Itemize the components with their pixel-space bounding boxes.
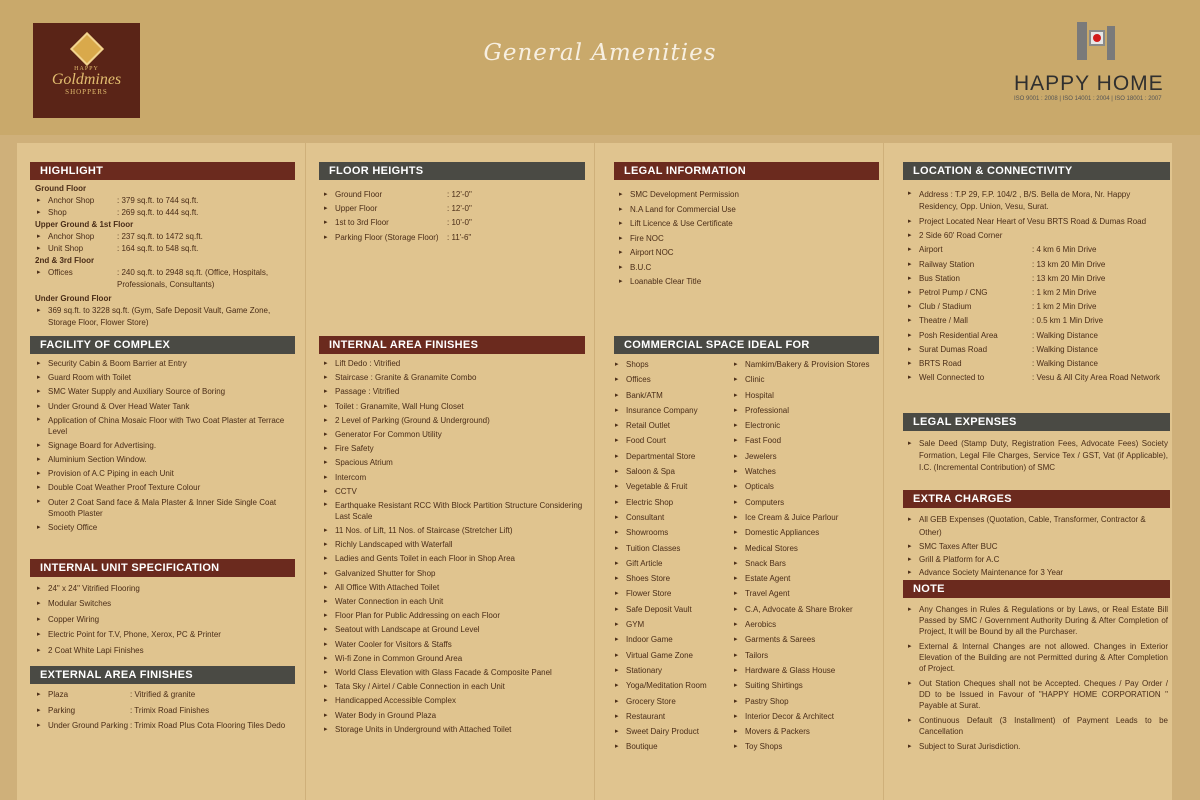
list-item: ▸ Water Cooler for Visitors & Staffs <box>322 638 587 652</box>
list-item: ▸ Toy Shops <box>732 739 882 754</box>
row-key: ▸ Airport <box>919 245 943 255</box>
list-item: ▸ Passage : Vitrified <box>322 385 587 399</box>
list-item: ▸ Showrooms <box>613 525 732 540</box>
internal-unit-list <box>35 581 297 658</box>
list-item: ▸ Seatout with Landscape at Ground Level <box>322 623 587 637</box>
list-item: ▸ GYM <box>613 617 732 632</box>
highlight-key: ▸ Anchor Shop <box>48 232 95 241</box>
list-item: ▸ Departmental Store <box>613 449 732 464</box>
commercial-left-column <box>613 357 732 755</box>
list-item: ▸ Snack Bars <box>732 556 882 571</box>
list-item: ▸ Suiting Shirtings <box>732 678 882 693</box>
list-item: ▸ Aluminium Section Window. <box>35 453 297 467</box>
location-row <box>906 243 1168 257</box>
list-item: ▸ Tata Sky / Airtel / Cable Connection in each Unit <box>322 680 587 694</box>
list-item: ▸ Airport NOC <box>617 246 879 261</box>
list-item: ▸ Indoor Game <box>613 632 732 647</box>
row-value: : Walking Distance <box>1032 359 1098 369</box>
list-item: ▸ Under Ground & Over Head Water Tank <box>35 400 297 414</box>
list-item: ▸ Ice Cream & Juice Parlour <box>732 510 882 525</box>
highlight-key: ▸ Anchor Shop <box>48 196 95 205</box>
external-heading: EXTERNAL AREA FINISHES <box>30 666 295 684</box>
list-item: ▸ Electric Point for T.V, Phone, Xerox, PC & Printer <box>35 627 297 642</box>
row-value: : 13 km 20 Min Drive <box>1032 259 1106 269</box>
row-value: : 10'-0" <box>447 218 472 228</box>
list-item: ▸ Water Body in Ground Plaza <box>322 709 587 723</box>
list-item: ▸ Copper Wiring <box>35 612 297 627</box>
list-item: ▸ Project Located Near Heart of Vesu BRTS Road & Dumas Road <box>906 215 1168 229</box>
list-item: ▸ Lift Licence & Use Certificate <box>617 217 879 232</box>
commercial-right-column <box>732 357 882 755</box>
goldmines-logo <box>33 23 140 118</box>
list-item: ▸ Watches <box>732 464 882 479</box>
list-item: ▸ Toilet : Granamite, Wall Hung Closet <box>322 400 587 414</box>
logo-left-line3: SHOPPERS <box>65 88 108 96</box>
list-item: ▸ Retail Outlet <box>613 418 732 433</box>
highlight-item: ▸ 369 sq.ft. to 3228 sq.ft. (Gym, Safe Deposit Vault, Game Zone, Storage Floor, Flower Store) <box>35 305 297 329</box>
list-item: ▸ Fire NOC <box>617 232 879 247</box>
list-item: ▸ SMC Taxes After BUC <box>906 540 1170 553</box>
list-item: ▸ Jewelers <box>732 449 882 464</box>
list-item: ▸ Hardware & Glass House <box>732 663 882 678</box>
row-key: ▸ Bus Station <box>919 273 960 283</box>
facility-list <box>35 357 297 535</box>
list-item: ▸ Professional <box>732 403 882 418</box>
list-item: ▸ Stationary <box>613 663 732 678</box>
list-item: ▸ Society Office <box>35 521 297 535</box>
list-item: ▸ Clinic <box>732 372 882 387</box>
location-row <box>906 371 1168 385</box>
legal-info-heading: LEGAL INFORMATION <box>614 162 879 180</box>
list-item: ▸ Shops <box>613 357 732 372</box>
list-item: ▸ Staircase : Granite & Granamite Combo <box>322 371 587 385</box>
list-item: ▸ Spacious Atrium <box>322 456 587 470</box>
row-value: : 4 km 6 Min Drive <box>1032 245 1097 255</box>
facility-heading: FACILITY OF COMPLEX <box>30 336 295 354</box>
column-3 <box>595 143 883 800</box>
list-item: ▸ Storage Units in Underground with Attached Toilet <box>322 723 587 737</box>
list-item: ▸ Generator For Common Utility <box>322 428 587 442</box>
highlight-value: : 164 sq.ft. to 548 sq.ft. <box>117 244 199 253</box>
highlight-content <box>35 183 297 329</box>
row-value: : Walking Distance <box>1032 344 1098 354</box>
row-key: ▸ Plaza <box>48 690 69 699</box>
list-item: ▸ Tuition Classes <box>613 541 732 556</box>
legal-expenses-heading: LEGAL EXPENSES <box>903 413 1170 431</box>
floor-heights-list <box>322 188 584 245</box>
list-item: ▸ World Class Elevation with Glass Facade & Composite Panel <box>322 666 587 680</box>
list-item: ▸ Wi-fi Zone in Common Ground Area <box>322 652 587 666</box>
internal-unit-heading: INTERNAL UNIT SPECIFICATION <box>30 559 295 577</box>
location-row <box>906 314 1168 328</box>
list-item: ▸ Signage Board for Advertising. <box>35 439 297 453</box>
commercial-list <box>613 357 883 755</box>
list-item: ▸ C.A, Advocate & Share Broker <box>732 602 882 617</box>
list-item: ▸ Shoes Store <box>613 571 732 586</box>
list-item: ▸ Yoga/Meditation Room <box>613 678 732 693</box>
location-heading: LOCATION & CONNECTIVITY <box>903 162 1170 180</box>
row-key: ▸ Club / Stadium <box>919 302 972 312</box>
list-item: ▸ Security Cabin & Boom Barrier at Entry <box>35 357 297 371</box>
list-item: ▸ All GEB Expenses (Quotation, Cable, Transformer, Contractor & Other) <box>906 513 1170 540</box>
logo-left-line1: HAPPY <box>74 66 99 72</box>
list-item: ▸ Sweet Dairy Product <box>613 724 732 739</box>
list-item: ▸ Estate Agent <box>732 571 882 586</box>
list-item: ▸ Sale Deed (Stamp Duty, Registration Fees, Advocate Fees) Society Formation, Legal File Charges, Service Tex / GST, Vat (if Applicable), I.C. (Incremental Contribution) of SMC <box>906 438 1168 474</box>
list-item: ▸ Pastry Shop <box>732 694 882 709</box>
happy-home-logo <box>1012 22 1182 112</box>
list-item: ▸ Subject to Surat Jurisdiction. <box>906 741 1168 752</box>
list-item: ▸ Electronic <box>732 418 882 433</box>
highlight-key: ▸ Unit Shop <box>48 244 84 253</box>
highlight-key: ▸ Offices <box>48 268 73 277</box>
highlight-group: Upper Ground & 1st Floor <box>35 220 134 229</box>
list-item: ▸ Out Station Cheques shall not be Accepted. Cheques / Pay Order / DD to be Issued in Favour of "HAPPY HOME CORPORATION " Payable at Surat. <box>906 678 1168 711</box>
list-item: ▸ Richly Landscaped with Waterfall <box>322 538 587 552</box>
list-item: ▸ Gift Article <box>613 556 732 571</box>
list-item: ▸ Double Coat Weather Proof Texture Colour <box>35 481 297 495</box>
note-list <box>906 604 1168 752</box>
location-rows <box>906 243 1168 385</box>
list-item: ▸ B.U.C <box>617 261 879 276</box>
row-value: : Trimix Road Plus Cota Flooring Tiles Dedo <box>130 721 286 730</box>
row-value: : 11'-6" <box>447 232 472 242</box>
row-key: ▸ Parking Floor (Storage Floor) <box>335 232 439 242</box>
list-item: ▸ Travel Agent <box>732 586 882 601</box>
row-key: ▸ Railway Station <box>919 259 975 269</box>
list-item: ▸ Guard Room with Toilet <box>35 371 297 385</box>
list-item: ▸ Lift Dedo : Vitrified <box>322 357 587 371</box>
list-item: ▸ Restaurant <box>613 709 732 724</box>
list-item: ▸ 2 Coat White Lapi Finishes <box>35 643 297 658</box>
list-item: ▸ Boutique <box>613 739 732 754</box>
location-row <box>906 272 1168 286</box>
list-item: ▸ Advance Society Maintenance for 3 Year <box>906 566 1170 579</box>
list-item: ▸ Outer 2 Coat Sand face & Mala Plaster & Inner Side Single Coat Smooth Plaster <box>35 496 297 521</box>
list-item: ▸ Vegetable & Fruit <box>613 479 732 494</box>
list-item: ▸ Loanable Clear Title <box>617 275 879 290</box>
logo-left-line2: Goldmines <box>51 71 122 88</box>
legal-info-list <box>617 188 879 290</box>
column-4 <box>884 143 1172 800</box>
list-item: ▸ Bank/ATM <box>613 388 732 403</box>
list-item: ▸ Electric Shop <box>613 495 732 510</box>
list-item: ▸ Tailors <box>732 648 882 663</box>
row-key: ▸ Petrol Pump / CNG <box>919 288 988 298</box>
list-item: ▸ Intercom <box>322 471 587 485</box>
row-key: ▸ Surat Dumas Road <box>919 344 988 354</box>
list-item: ▸ Opticals <box>732 479 882 494</box>
list-item: ▸ Domestic Appliances <box>732 525 882 540</box>
row-value: : Vitrified & granite <box>130 690 196 699</box>
highlight-group: Under Ground Floor <box>35 294 112 303</box>
brand-name: HAPPY HOME <box>1014 72 1164 95</box>
list-item: ▸ Floor Plan for Public Addressing on each Floor <box>322 609 587 623</box>
list-item: ▸ Garments & Sarees <box>732 632 882 647</box>
list-item: ▸ Galvanized Shutter for Shop <box>322 567 587 581</box>
list-item: ▸ Food Court <box>613 433 732 448</box>
column-1 <box>17 143 305 800</box>
highlight-value: : 240 sq.ft. to 2948 sq.ft. (Office, Hospitals, Professionals, Consultants) <box>117 268 269 289</box>
extra-charges-list <box>906 513 1170 579</box>
list-item: ▸ Provision of A.C Piping in each Unit <box>35 467 297 481</box>
location-row <box>906 343 1168 357</box>
list-item: ▸ Water Connection in each Unit <box>322 595 587 609</box>
logo-mark-icon <box>1077 22 1115 64</box>
list-item: ▸ Modular Switches <box>35 596 297 611</box>
internal-area-list <box>322 357 587 737</box>
list-item: ▸ Aerobics <box>732 617 882 632</box>
location-list <box>906 188 1168 385</box>
highlight-group: 2nd & 3rd Floor <box>35 256 95 265</box>
list-item: ▸ Consultant <box>613 510 732 525</box>
location-row <box>906 357 1168 371</box>
row-value: : 1 km 2 Min Drive <box>1032 288 1097 298</box>
floor-heights-heading: FLOOR HEIGHTS <box>319 162 585 180</box>
list-item: ▸ Handicapped Accessible Complex <box>322 694 587 708</box>
page-title: General Amenities <box>483 40 717 66</box>
legal-expenses-list <box>906 438 1168 474</box>
list-item: ▸ SMC Development Permission <box>617 188 879 203</box>
list-item: ▸ Address : T.P 29, F.P. 104/2 , B/S. Bella de Mora, Nr. Happy Residency, Opp. Union, Vesu, Surat. <box>906 188 1168 215</box>
row-key: ▸ Upper Floor <box>335 204 378 214</box>
list-item: ▸ Continuous Default (3 Installment) of Payment Leads to be Cancellation <box>906 715 1168 737</box>
row-key: ▸ 1st to 3rd Floor <box>335 218 389 228</box>
row-value: : 13 km 20 Min Drive <box>1032 273 1106 283</box>
highlight-value: : 379 sq.ft. to 744 sq.ft. <box>117 196 199 205</box>
extra-charges-heading: EXTRA CHARGES <box>903 490 1170 508</box>
list-item: ▸ Application of China Mosaic Floor with Two Coat Plaster at Terrace Level <box>35 414 297 439</box>
list-item: ▸ Earthquake Resistant RCC With Block Partition Structure Considering Last Scale <box>322 499 587 524</box>
row-value: : Trimix Road Finishes <box>130 705 210 715</box>
list-item: ▸ Interior Decor & Architect <box>732 709 882 724</box>
row-key: ▸ Posh Residential Area <box>919 330 998 340</box>
list-item: ▸ Ladies and Gents Toilet in each Floor in Shop Area <box>322 552 587 566</box>
row-key: ▸ Theatre / Mall <box>919 316 968 326</box>
internal-area-heading: INTERNAL AREA FINISHES <box>319 336 585 354</box>
highlight-key: ▸ Shop <box>48 208 67 217</box>
commercial-heading: COMMERCIAL SPACE IDEAL FOR <box>614 336 879 354</box>
list-item: ▸ Grill & Platform for A.C <box>906 553 1170 566</box>
list-item: ▸ Movers & Packers <box>732 724 882 739</box>
location-row <box>906 329 1168 343</box>
row-value: : 12'-0" <box>447 190 472 199</box>
row-key: ▸ BRTS Road <box>919 359 962 369</box>
list-item: ▸ Fire Safety <box>322 442 587 456</box>
list-item: ▸ Grocery Store <box>613 694 732 709</box>
row-value: : 1 km 2 Min Drive <box>1032 302 1097 312</box>
list-item: ▸ All Office With Attached Toilet <box>322 581 587 595</box>
row-key: ▸ Parking <box>48 705 76 715</box>
list-item: ▸ Medical Stores <box>732 541 882 556</box>
row-key: ▸ Under Ground Parking <box>48 721 129 730</box>
list-item: ▸ N.A Land for Commercial Use <box>617 203 879 218</box>
highlight-heading: HIGHLIGHT <box>30 162 295 180</box>
list-item: ▸ Insurance Company <box>613 403 732 418</box>
list-item: ▸ Hospital <box>732 388 882 403</box>
list-item: ▸ Flower Store <box>613 586 732 601</box>
note-heading: NOTE <box>903 580 1170 598</box>
list-item: ▸ 11 Nos. of Lift, 11 Nos. of Staircase (Stretcher Lift) <box>322 524 587 538</box>
iso-text: ISO 9001 : 2008 | ISO 14001 : 2004 | ISO 18001 : 2007 <box>1014 96 1162 102</box>
location-row <box>906 300 1168 314</box>
list-item: ▸ Computers <box>732 495 882 510</box>
highlight-value: : 269 sq.ft. to 444 sq.ft. <box>117 208 199 217</box>
list-item: ▸ Virtual Game Zone <box>613 648 732 663</box>
row-value: : 12'-0" <box>447 204 472 214</box>
location-row <box>906 286 1168 300</box>
list-item: ▸ Offices <box>613 372 732 387</box>
list-item: ▸ Safe Deposit Vault <box>613 602 732 617</box>
list-item: ▸ Fast Food <box>732 433 882 448</box>
list-item: ▸ Namkim/Bakery & Provision Stores <box>732 357 882 372</box>
list-item: ▸ Any Changes in Rules & Regulations or by Laws, or Real Estate Bill Passed by SMC / Government Authority During & After Completion of Project, It will be Bound by all the Purchaser. <box>906 604 1168 637</box>
column-2 <box>306 143 594 800</box>
highlight-value: : 237 sq.ft. to 1472 sq.ft. <box>117 232 203 241</box>
header <box>0 0 1200 135</box>
list-item: ▸ 2 Level of Parking (Ground & Underground) <box>322 414 587 428</box>
row-value: : 0.5 km 1 Min Drive <box>1032 316 1104 326</box>
list-item: ▸ External & Internal Changes are not allowed. Changes in Exterior Elevation of the Building are not Permitted during & After Completion of Project. <box>906 641 1168 674</box>
row-value: : Vesu & All City Area Road Network <box>1032 373 1161 383</box>
list-item: ▸ 2 Side 60' Road Corner <box>906 229 1168 243</box>
location-row <box>906 258 1168 272</box>
external-list <box>35 687 300 734</box>
row-value: : Walking Distance <box>1032 330 1098 340</box>
list-item: ▸ Saloon & Spa <box>613 464 732 479</box>
row-key: ▸ Ground Floor <box>335 190 383 199</box>
list-item: ▸ 24" x 24" Vitrified Flooring <box>35 581 297 596</box>
row-key: ▸ Well Connected to <box>919 373 985 383</box>
list-item: ▸ CCTV <box>322 485 587 499</box>
highlight-group: Ground Floor <box>35 184 87 193</box>
list-item: ▸ SMC Water Supply and Auxiliary Source of Boring <box>35 385 297 399</box>
